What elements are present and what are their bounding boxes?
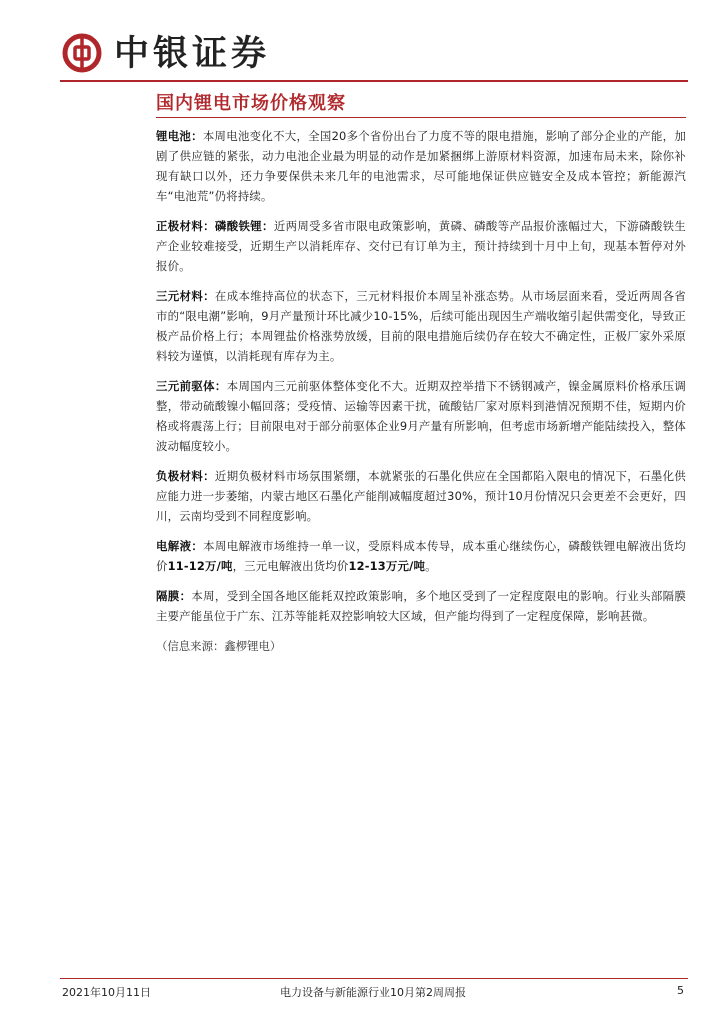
header-divider bbox=[60, 80, 688, 82]
title-divider bbox=[156, 117, 686, 118]
section-title: 国内锂电市场价格观察 bbox=[156, 93, 346, 114]
paragraph-lead: 三元前驱体： bbox=[156, 379, 227, 393]
paragraph-separator bbox=[156, 586, 686, 626]
paragraph-electrolyte bbox=[156, 536, 686, 576]
price-ternary-electrolyte: 12-13万元/吨 bbox=[348, 559, 426, 573]
report-title: 电力设备与新能源行业10月第2周周报 bbox=[280, 986, 466, 999]
paragraph-battery bbox=[156, 126, 686, 206]
page-footer bbox=[62, 984, 684, 1000]
paragraph-text: 本周电解液市场维持一单一议，受原料成本传导，成本重心继续伤心，磷酸铁锂电解液出货均价 bbox=[156, 539, 687, 573]
bank-of-china-logo-icon bbox=[62, 33, 102, 73]
paragraph-ternary bbox=[156, 286, 686, 366]
paragraph-text: 近期负极材料市场氛围紧绷，本就紧张的石墨化供应在全国都陷入限电的情况下，石墨化供应能力进一步萎缩，内蒙古地区石墨化产能削减幅度超过30%，预计10月份情况只会更差不会更好，四川，云南均受到不同程度影响。 bbox=[156, 469, 686, 523]
paragraph-text: 在成本维持高位的状态下，三元材料报价本周呈补涨态势。从市场层面来看，受近两周各省市的“限电潮”影响，9月产量预计环比减少10-15%，后续可能出现因生产端收缩引起供需变化，导致正极产品价格上行；本周锂盐价格涨势放缓，目前的限电措施后续仍存在较大不确定性，正极厂家外采原料较为谨慎，以消耗现有库存为主。 bbox=[156, 289, 686, 363]
brand-name: 中银证券 bbox=[114, 32, 271, 74]
paragraph-lead: 负极材料： bbox=[156, 469, 215, 483]
report-date: 2021年10月11日 bbox=[62, 986, 151, 999]
paragraph-text: 本周，受到全国各地区能耗双控政策影响，多个地区受到了一定程度限电的影响。行业头部隔膜主要产能虽位于广东、江苏等能耗双控影响较大区域，但产能均得到了一定程度保障，影响甚微。 bbox=[156, 589, 687, 623]
paragraph-anode bbox=[156, 466, 686, 526]
paragraph-lead: 正极材料：磷酸铁锂： bbox=[156, 219, 274, 233]
page-header bbox=[62, 28, 270, 78]
price-lfp-electrolyte: 11-12万/吨 bbox=[167, 559, 233, 573]
paragraph-lead: 三元材料： bbox=[156, 289, 215, 303]
paragraph-text: 本周国内三元前驱体整体变化不大。近期双控举措下不锈钢减产，镍金属原料价格承压调整，带动硫酸镍小幅回落；受疫情、运输等因素干扰，硫酸钴厂家对原料到港情况预期不佳，短期内价格或将震荡上行；目前限电对于部分前驱体企业9月产量有所影响，但考虑市场新增产能陆续投入，整体波动幅度较小。 bbox=[156, 379, 686, 453]
source-note: （信息来源：鑫椤锂电） bbox=[156, 639, 282, 653]
paragraph-text: ，三元电解液出货均价 bbox=[232, 559, 349, 573]
paragraph-precursor bbox=[156, 376, 686, 456]
report-body bbox=[156, 126, 686, 656]
paragraph-cathode-lfp bbox=[156, 216, 686, 276]
page-number: 5 bbox=[677, 984, 684, 997]
footer-divider bbox=[60, 978, 688, 979]
paragraph-lead: 隔膜： bbox=[156, 589, 192, 603]
paragraph-lead: 电解液： bbox=[156, 539, 204, 553]
paragraph-text: 。 bbox=[425, 559, 437, 573]
paragraph-text: 近两周受多省市限电政策影响，黄磷、磷酸等产品报价涨幅过大，下游磷酸铁生产企业较难接受，近期生产以消耗库存、交付已有订单为主，预计持续到十月中上旬，现基本暂停对外报价。 bbox=[156, 219, 686, 273]
paragraph-text: 本周电池变化不大，全国20多个省份出台了力度不等的限电措施，影响了部分企业的产能，加剧了供应链的紧张，动力电池企业最为明显的动作是加紧捆绑上游原材料资源，加速布局未来，除你补现有缺口以外，还力争要保供未来几年的电池需求，尽可能地保证供应链安全及成本管控；新能源汽车“电池荒”仍将持续。 bbox=[156, 129, 686, 203]
paragraph-lead: 锂电池： bbox=[156, 129, 203, 143]
